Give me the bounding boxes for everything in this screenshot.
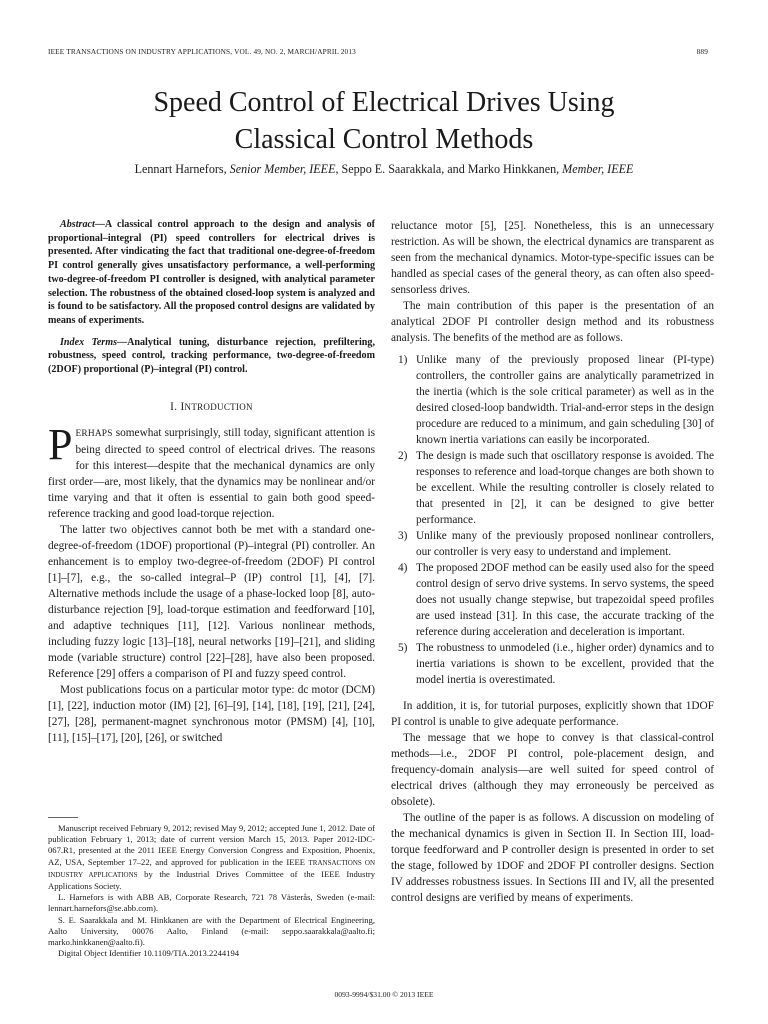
footnote-divider <box>48 817 78 818</box>
author-2-3: , Seppo E. Saarakkala, and Marko Hinkkanen, <box>335 162 560 176</box>
right-paragraph-1: reluctance motor [5], [25]. Nonetheless, this is an unnecessary restriction. As will be shown, the electrical dynamics are transparent as seen from the mechanical dynamics. Motor-type-specific issues can be handled as special cases of the general theory, as can often also speed-sensorless drives. <box>391 220 714 296</box>
section-heading-introduction <box>48 399 375 415</box>
index-terms <box>48 336 375 377</box>
index-terms-label: Index Terms <box>60 336 118 348</box>
section-numeral: I. <box>170 400 178 413</box>
list-item-number: 2) <box>398 450 408 462</box>
list-item <box>391 352 714 448</box>
list-item-number: 3) <box>398 530 408 542</box>
intro-paragraph-2: The latter two objectives cannot both be met with a standard one-degree-of-freedom (1DOF) proportional (P)–integral (PI) controller. An enhancement is to employ two-degree-of-freedom (2DOF) PI control [1]–[7], e.g., the so-called integral–P (IP) control [1], [4], [7]. Alternative methods include the usage of a phase-locked loop [8], auto-disturbance rejection [9], load-torque estimation and feedforward [10], and adaptive techniques [11], [12]. Various nonlinear methods, including fuzzy logic [13]–[18], neural networks [19]–[21], and sliding mode (variable structure) control [22]–[28], have also been proposed. Reference [29] offers a comparison of PI and fuzzy speed control. <box>48 523 375 680</box>
list-item-text: Unlike many of the previously proposed nonlinear controllers, our controller is very easy to understand and implement. <box>416 530 714 558</box>
author-1-role: Senior Member, IEEE <box>229 162 336 176</box>
author-1: Lennart Harnefors, <box>134 162 227 176</box>
list-item <box>391 560 714 640</box>
footnote <box>48 823 375 959</box>
running-head <box>48 47 708 56</box>
list-item-text: The design is made such that oscillatory response is avoided. The responses to reference and load-torque changes are both shown to be excellent. While the resulting controller is closely related to that presented in [2], it can be designed to give better performance. <box>416 450 714 526</box>
right-paragraph-3: In addition, it is, for tutorial purposes, explicitly shown that 1DOF PI control is unable to give adequate performance. <box>391 700 714 728</box>
page-number: 889 <box>696 47 708 56</box>
paper-title <box>0 84 768 158</box>
footnote-manuscript-a: Manuscript received February 9, 2012; revised May 9, 2012; accepted June 1, 2012. Date of publication February 1, 2013; date of current version March 15, 2013. Paper 2012-IDC-067.R1, presented at the 2011 IEEE Energy Conversion Congress and Exposition, Phoenix, AZ, USA, September 17–22, and approved for publication in the IEEE <box>48 823 375 867</box>
footnote-manuscript-b: by the Industrial Drives Committee of the IEEE Industry Applications Society. <box>48 868 375 892</box>
footnote-journal-name: TRANSACTIONS ON INDUSTRY APPLICATIONS <box>48 858 375 879</box>
list-item-number: 1) <box>398 354 408 366</box>
right-paragraph-5: The outline of the paper is as follows. A discussion on modeling of the mechanical dynamics is given in Section II. In Section III, load-torque feedforward and P controller design is presented in order to set the stage, followed by 1DOF and 2DOF PI controller designs. Section IV addresses robustness issues. In Sections III and IV, all the presented control designs are verified by means of experiments. <box>391 812 714 904</box>
right-paragraph-4: The message that we hope to convey is that classical-control methods—i.e., 2DOF PI control, pole-placement design, and frequency-domain analysis—are well suited for speed control of electrical drives (although they may erroneously be perceived as obsolete). <box>391 732 714 808</box>
right-paragraph-2: The main contribution of this paper is the presentation of an analytical 2DOF PI controller design method and its robustness analysis. The benefits of the method are as follows. <box>391 300 714 344</box>
left-column <box>48 218 375 746</box>
list-item-text: Unlike many of the previously proposed linear (PI-type) controllers, the controller gains are analytically parametrized in the inertia (which is the sole critical parameter) as well as in the desired closed-loop bandwidth. Trial-and-error steps in the design procedure are reduced to a minimum, and gain scheduling [30] of known inertia variations can easily be incorporated. <box>416 354 714 446</box>
abstract <box>48 218 375 328</box>
journal-info: IEEE TRANSACTIONS ON INDUSTRY APPLICATIONS, VOL. 49, NO. 2, MARCH/APRIL 2013 <box>48 47 356 56</box>
drop-cap: P <box>48 419 73 469</box>
list-item <box>391 528 714 560</box>
section-heading-rest: NTRODUCTION <box>184 401 253 412</box>
author-3-role: Member, IEEE <box>562 162 634 176</box>
intro-paragraph-1 <box>48 419 375 522</box>
title-line-2: Classical Control Methods <box>234 124 534 155</box>
index-terms-text: —Analytical tuning, disturbance rejection, prefiltering, robustness, speed control, tracking performance, two-degree-of-freedom (2DOF) proportional (P)–integral (PI) control. <box>48 336 375 376</box>
list-item-text: The proposed 2DOF method can be easily used also for the speed control design of servo drive systems. In servo systems, the speed does not usually change stepwise, but trapezoidal speed profiles are used instead [31]. In this case, the accurate tracking of the reference during acceleration and deceleration is important. <box>416 562 714 638</box>
intro-paragraph-3: Most publications focus on a particular motor type: dc motor (DCM) [1], [22], induction motor (IM) [2], [6]–[9], [14], [18], [19], [21], [24], [27], [28], permanent-magnet synchronous motor (PMSM) [4], [10], [11], [15]–[17], [20], [26], or switched <box>48 683 375 744</box>
lead-in-caps: ERHAPS <box>75 428 113 439</box>
list-item-number: 4) <box>398 562 408 574</box>
abstract-label: Abstract <box>60 219 95 230</box>
contribution-list <box>391 352 714 688</box>
list-item-number: 5) <box>398 642 408 654</box>
abstract-text: —A classical control approach to the design and analysis of proportional–integral (PI) speed controllers for electrical drives is presented. After vindicating the fact that traditional one-degree-of-freedom PI control generally gives unsatisfactory performance, a well-performing two-degree-of-freedom PI controller is designed, with analytical parameter selection. The robustness of the obtained closed-loop system is analyzed and is found to be satisfactory. All the proposed control designs are validated by means of experiments. <box>48 219 375 326</box>
footnote-manuscript <box>48 823 375 892</box>
footnote-doi: Digital Object Identifier 10.1109/TIA.2013.2244194 <box>58 948 240 959</box>
intro-paragraph-1-text: somewhat surprisingly, still today, significant attention is being directed to speed control of electrical drives. The reasons for this interest—despite that the mechanical dynamics are only first order—are, most likely, that the dynamics may be nonlinear and/or time varying and that it often is essential to gain both good speed-reference tracking and good load-torque rejection. <box>48 426 375 520</box>
list-item <box>391 448 714 528</box>
section-heading-cap: I <box>180 400 185 413</box>
copyright-line: 0093-9994/$31.00 © 2013 IEEE <box>334 990 434 999</box>
footnote-affiliation-2: S. E. Saarakkala and M. Hinkkanen are with the Department of Electrical Engineering, Aalto University, 00076 Aalto, Finland (e-mail: seppo.saarakkala@aalto.fi; marko.hinkkanen@aalto.fi). <box>48 914 375 948</box>
title-line-1: Speed Control of Electrical Drives Using <box>153 87 615 118</box>
list-item-text: The robustness to unmodeled (i.e., higher order) dynamics and to inertia variations is shown to be excellent, provided that the model inertia is overestimated. <box>416 642 714 686</box>
footnote-affiliation-1: L. Harnefors is with ABB AB, Corporate Research, 721 78 Västerås, Sweden (e-mail: lennart.harnefors@se.abb.com). <box>48 892 375 914</box>
right-column <box>391 218 714 906</box>
list-item <box>391 640 714 688</box>
author-line <box>0 162 768 177</box>
